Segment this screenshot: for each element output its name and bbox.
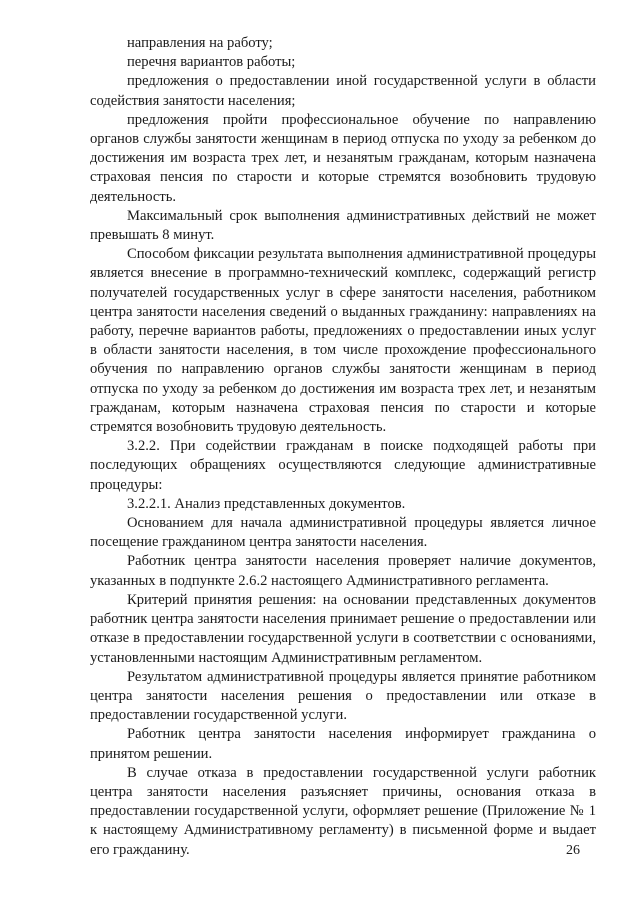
paragraph-refusal: В случае отказа в предоставлении государственной услуги работник центра занятости населения разъясняет причины, основания отказа в предоставлении государственной услуги, оформляет решение (Приложение № 1 к настоящему Административному регламенту) в письменной форме и выдает его гражданину. <box>90 764 596 858</box>
paragraph-item-3: предложения о предоставлении иной государственной услуги в области содействия занятости населения; <box>90 73 596 109</box>
paragraph-decision-criterion: Критерий принятия решения: на основании представленных документов работник центра занятости населения принимает решение о предоставлении или отказе в предоставлении государственной услуги в соответствии с основаниями, установленными настоящим Административным регламентом. <box>90 591 596 666</box>
document-page <box>90 34 596 860</box>
paragraph-inform: Работник центра занятости населения информирует гражданина о принятом решении. <box>90 726 596 762</box>
paragraph-item-1: направления на работу; <box>127 35 273 51</box>
page-number: 26 <box>566 843 580 858</box>
paragraph-result: Результатом административной процедуры является принятие работником центра занятости населения решения о предоставлении или отказе в предоставлении государственной услуги. <box>90 668 596 724</box>
paragraph-fixation-method: Способом фиксации результата выполнения административной процедуры является внесение в программно-технический комплекс, содержащий регистр получателей государственных услуг в сфере занятости населения, работником центра занятости населения сведений о выданных гражданину: направлениях на работу, перечне вариантов работы, предложениях о предоставлении иных услуг в области занятости населения, в том числе прохождение профессионального обучения по направлению органов службы занятости женщинам в период отпуска по уходу за ребенком до достижения им возраста трех лет, и незанятым гражданам, которым назначена страховая пенсия по старости и которые стремятся возобновить трудовую деятельность. <box>90 246 596 436</box>
paragraph-section-3-2-2: 3.2.2. При содействии гражданам в поиске подходящей работы при последующих обращениях осуществляются следующие административные процедуры: <box>90 438 596 493</box>
paragraph-section-3-2-2-1: 3.2.2.1. Анализ представленных документов. <box>127 495 406 512</box>
paragraph-max-time: Максимальный срок выполнения административных действий не может превышать 8 минут. <box>90 207 596 244</box>
paragraph-document-check: Работник центра занятости населения проверяет наличие документов, указанных в подпункте 2.6.2 настоящего Административного регламента. <box>90 553 596 589</box>
paragraph-basis: Основанием для начала административной процедуры является личное посещение гражданином центра занятости населения. <box>90 515 596 551</box>
paragraph-item-2: перечня вариантов работы; <box>127 54 296 71</box>
paragraph-item-4: предложения пройти профессиональное обучение по направлению органов службы занятости женщинам в период отпуска по уходу за ребенком до достижения им возраста трех лет, и незанятым гражданам, которым назначена страховая пенсия по старости и которые стремятся возобновить трудовую деятельность. <box>90 111 596 205</box>
